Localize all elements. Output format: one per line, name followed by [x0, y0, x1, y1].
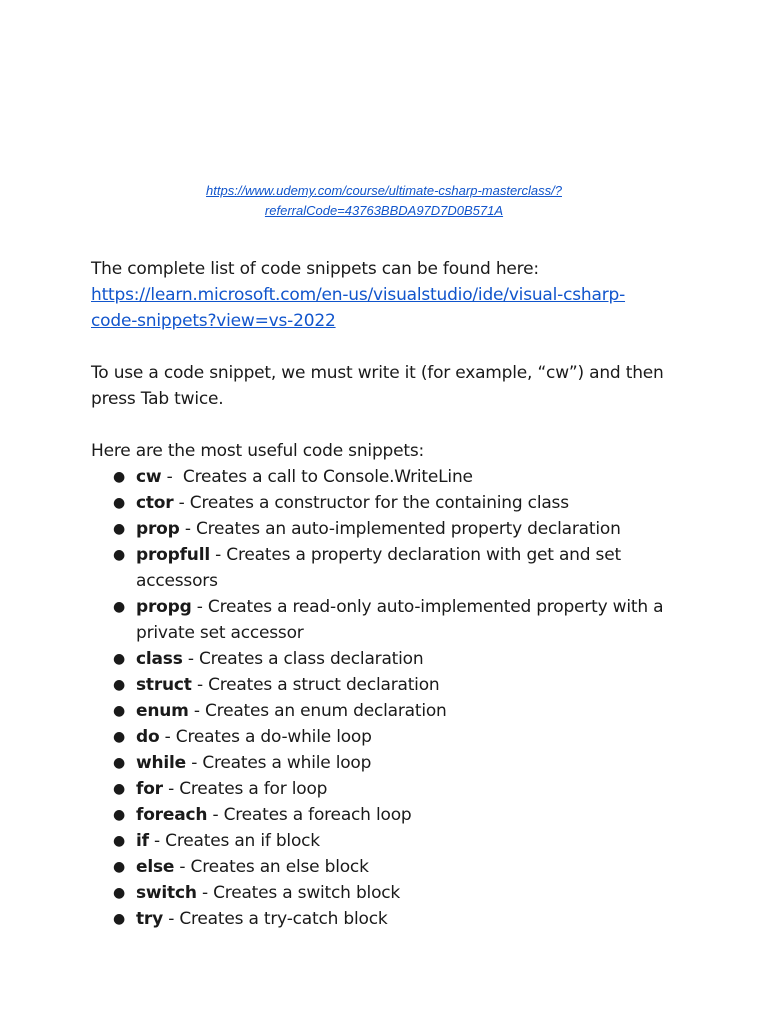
snippet-description: - Creates an else block — [174, 857, 369, 877]
bullet-icon: ● — [113, 729, 126, 745]
bullet-icon: ● — [113, 833, 126, 849]
snippet-keyword: struct — [136, 675, 192, 695]
snippet-description: - Creates a while loop — [186, 753, 372, 773]
udemy-link-line-2[interactable]: referralCode=43763BBDA97D7D0B571A — [264, 203, 504, 218]
bullet-icon: ● — [113, 547, 126, 563]
snippet-description: - Creates a try-catch block — [163, 909, 388, 929]
snippet-description: - Creates an if block — [148, 831, 320, 851]
snippet-keyword: enum — [136, 701, 189, 721]
microsoft-link-line-2[interactable]: code-snippets?view=vs-2022 — [91, 311, 336, 331]
snippet-keyword: ctor — [136, 493, 174, 513]
snippet-keyword: class — [136, 649, 183, 669]
bullet-icon: ● — [113, 911, 126, 927]
snippet-keyword: propfull — [136, 545, 210, 565]
list-item — [91, 750, 691, 776]
snippet-keyword: else — [136, 857, 175, 877]
bullet-icon: ● — [113, 651, 126, 667]
list-item — [91, 698, 691, 724]
document-body — [91, 256, 691, 932]
snippet-description: - Creates a class declaration — [182, 649, 424, 669]
microsoft-link-line-1[interactable]: https://learn.microsoft.com/en-us/visualstudio/ide/visual-csharp- — [91, 285, 626, 305]
bullet-icon: ● — [113, 521, 126, 537]
list-item — [91, 516, 691, 542]
snippet-description: - Creates a property declaration with get and set accessors — [136, 545, 627, 591]
snippet-description: - Creates a constructor for the containing class — [173, 493, 569, 513]
intro-text: The complete list of code snippets can be found here: — [91, 259, 539, 279]
snippet-keyword: do — [136, 727, 160, 747]
snippet-description: - Creates an enum declaration — [188, 701, 447, 721]
list-item — [91, 854, 691, 880]
usage-text: To use a code snippet, we must write it (for example, “cw”) and then press Tab twice. — [91, 363, 664, 409]
bullet-icon: ● — [113, 755, 126, 771]
list-item — [91, 724, 691, 750]
list-item — [91, 464, 691, 490]
bullet-icon: ● — [113, 859, 126, 875]
list-heading: Here are the most useful code snippets: — [91, 441, 425, 461]
list-item — [91, 880, 691, 906]
list-item — [91, 672, 691, 698]
snippet-keyword: propg — [136, 597, 192, 617]
snippet-keyword: for — [136, 779, 163, 799]
bullet-icon: ● — [113, 703, 126, 719]
bullet-icon: ● — [113, 599, 126, 615]
list-item — [91, 646, 691, 672]
bullet-icon: ● — [113, 781, 126, 797]
snippet-description: - Creates a struct declaration — [191, 675, 440, 695]
list-item — [91, 776, 691, 802]
list-item — [91, 542, 691, 594]
list-item — [91, 802, 691, 828]
list-item — [91, 828, 691, 854]
bullet-icon: ● — [113, 495, 126, 511]
snippet-keyword: prop — [136, 519, 180, 539]
snippet-description: - Creates an auto-implemented property declaration — [179, 519, 621, 539]
snippet-keyword: foreach — [136, 805, 208, 825]
snippet-description: - Creates a read-only auto-implemented property with a private set accessor — [136, 597, 669, 643]
snippet-keyword: while — [136, 753, 186, 773]
snippet-description: - Creates a switch block — [196, 883, 401, 903]
list-item — [91, 594, 691, 646]
bullet-icon: ● — [113, 469, 126, 485]
microsoft-snippets-link[interactable] — [91, 282, 691, 334]
snippet-list — [91, 464, 691, 932]
udemy-link-line-1[interactable]: https://www.udemy.com/course/ultimate-csharp-masterclass/? — [206, 183, 562, 198]
snippet-keyword: try — [136, 909, 163, 929]
bullet-icon: ● — [113, 677, 126, 693]
udemy-course-link[interactable] — [0, 181, 768, 221]
snippet-description: - Creates a call to Console.WriteLine — [161, 467, 473, 487]
snippet-description: - Creates a for loop — [162, 779, 328, 799]
bullet-icon: ● — [113, 807, 126, 823]
snippet-keyword: cw — [136, 467, 162, 487]
snippet-keyword: if — [136, 831, 149, 851]
snippet-description: - Creates a do-while loop — [159, 727, 372, 747]
list-item — [91, 490, 691, 516]
bullet-icon: ● — [113, 885, 126, 901]
list-item — [91, 906, 691, 932]
snippet-keyword: switch — [136, 883, 197, 903]
snippet-description: - Creates a foreach loop — [207, 805, 412, 825]
